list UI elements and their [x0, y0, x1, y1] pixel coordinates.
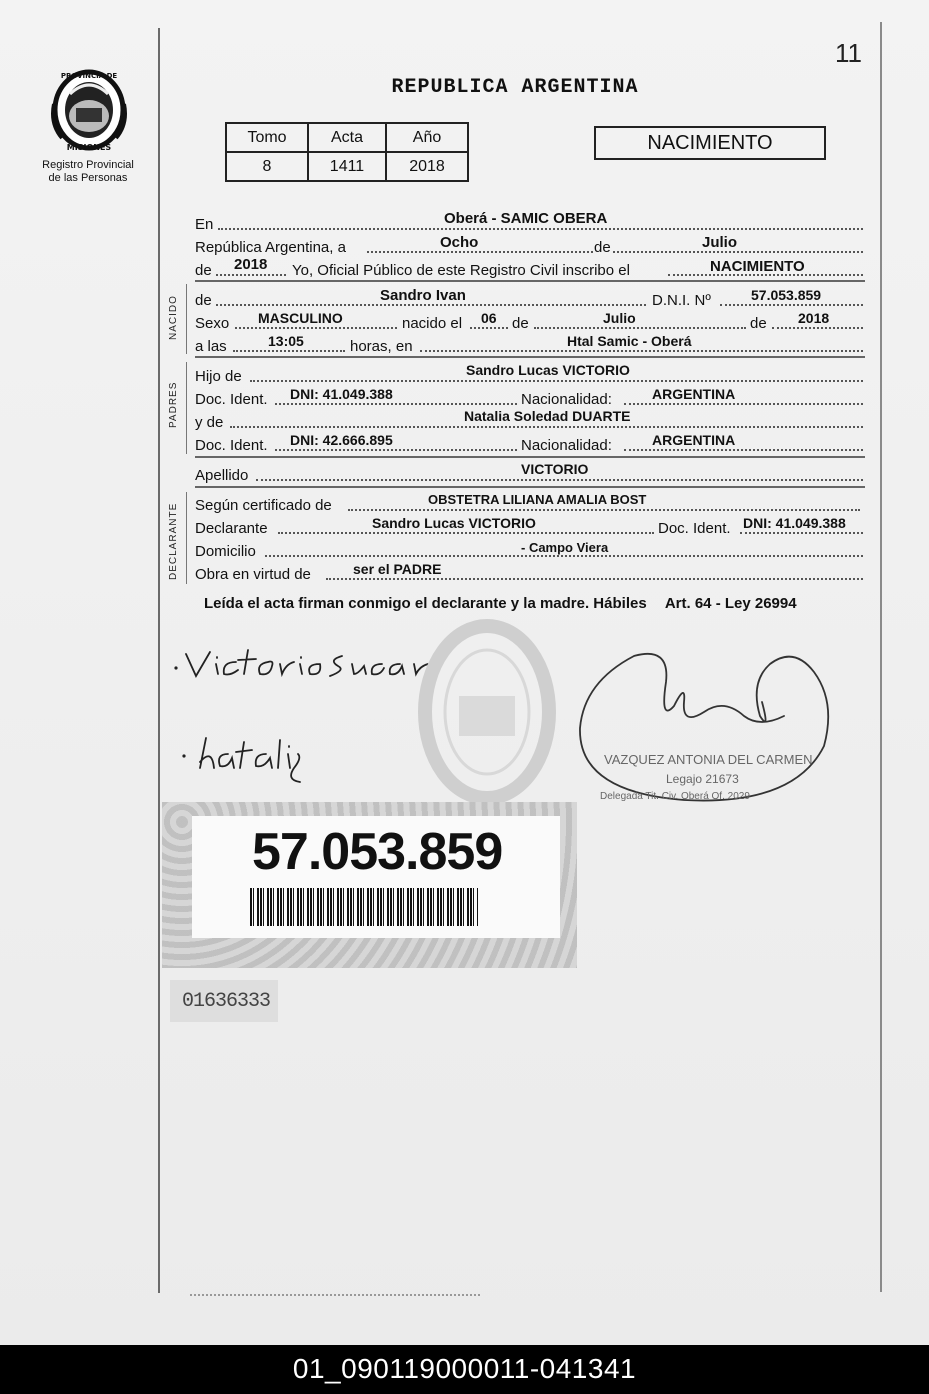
father-nationality: ARGENTINA: [652, 386, 736, 402]
nacido-name: Sandro Ivan: [380, 287, 466, 304]
closing-text: Leída el acta firman conmigo el declarante y la madre. Hábiles: [204, 595, 647, 612]
serial-sticker: [170, 980, 278, 1022]
declarante-signature: [170, 640, 430, 690]
section-separator: [195, 280, 865, 282]
logo-ring-bottom: MISIONES: [66, 143, 112, 152]
dni-label: D.N.I. Nº: [652, 292, 711, 309]
serial-number: 01636333: [182, 990, 271, 1013]
declarante-label: Declarante: [195, 520, 268, 537]
page-number: 11: [835, 38, 862, 68]
y-de-label: y de: [195, 414, 224, 431]
nacido-time: 13:05: [268, 333, 304, 349]
dotted-line: [470, 327, 508, 329]
sexo-label: Sexo: [195, 315, 230, 332]
father-doc: DNI: 41.049.388: [290, 386, 393, 402]
de2-label: de: [195, 262, 212, 279]
dotted-line: [348, 509, 860, 511]
dotted-line: [420, 350, 863, 352]
nacido-birth-place: Htal Samic - Oberá: [567, 333, 692, 349]
domicilio-value: - Campo Viera: [521, 540, 609, 555]
madre-signature: [176, 728, 306, 788]
closing-statement: [204, 595, 844, 613]
dotted-line: [235, 327, 397, 329]
dotted-line: [624, 403, 863, 405]
dotted-line: [216, 304, 646, 306]
barcode-dni-number: 57.053.859: [252, 823, 503, 881]
official-stamp-legajo: Legajo 21673: [666, 772, 739, 786]
mother-doc-label: Doc. Ident.: [195, 437, 268, 454]
registry-value-acta: 1411: [308, 152, 386, 181]
logo-caption-line1: Registro Provincial: [42, 159, 134, 171]
intro-month: Julio: [702, 234, 738, 251]
republica-label: República Argentina, a: [195, 239, 346, 256]
dotted-line: [613, 251, 863, 253]
dotted-line: [233, 350, 345, 352]
section-label-declarante: DECLARANTE: [168, 502, 179, 580]
section-separator: [195, 456, 865, 458]
intro-place: Oberá - SAMIC OBERA: [444, 210, 608, 227]
yo-text: Yo, Oficial Público de este Registro Civil inscribo el: [292, 262, 630, 279]
registry-value-tomo: 8: [226, 152, 308, 181]
domicilio-label: Domicilio: [195, 543, 256, 560]
mother-name: Natalia Soledad DUARTE: [464, 408, 631, 424]
declarante-signature-text: Victorio Lucas: [170, 640, 177, 641]
barcode-sticker: [162, 802, 577, 968]
nacido-dni: 57.053.859: [751, 287, 822, 303]
obra-value: ser el PADRE: [353, 561, 442, 577]
nacido-sexo: MASCULINO: [258, 310, 343, 326]
de-label: de: [594, 239, 611, 256]
madre-signature-text: Natalia: [176, 728, 180, 729]
dotted-line: [218, 228, 863, 230]
dotted-line: [216, 274, 286, 276]
certificado-value: OBSTETRA LILIANA AMALIA BOST: [428, 492, 647, 507]
registry-header-tomo: Tomo: [226, 123, 308, 152]
a-las-label: a las: [195, 338, 227, 355]
faint-seal: [415, 612, 560, 812]
mother-doc: DNI: 42.666.895: [290, 432, 393, 448]
dotted-line: [275, 449, 517, 451]
intro-year: 2018: [234, 256, 268, 273]
section-label-padres: PADRES: [168, 381, 179, 428]
dotted-line: [250, 380, 863, 382]
closing-article: Art. 64 - Ley 26994: [664, 595, 797, 612]
mother-nationality-label: Nacionalidad:: [521, 437, 612, 454]
nacido-birth-year: 2018: [798, 310, 830, 326]
dotted-line: [265, 555, 863, 557]
nacido-de3-label: de: [750, 315, 767, 332]
scan-footer-id: 01_090119000011-041341: [292, 1353, 637, 1384]
section-separator: [195, 356, 865, 358]
logo-caption-line2: de las Personas: [48, 172, 128, 184]
en-label: En: [195, 216, 214, 233]
registry-table: [225, 122, 469, 182]
misiones-seal-logo: [48, 64, 130, 154]
section-separator: [195, 486, 865, 488]
nacido-birth-month: Julio: [603, 310, 636, 326]
dotted-line: [278, 532, 654, 534]
dotted-line: [534, 327, 746, 329]
dotted-line: [256, 479, 863, 481]
registry-value-anio: 2018: [386, 152, 468, 181]
dotted-line: [740, 532, 863, 534]
nacido-birth-day: 06: [481, 310, 497, 326]
right-margin-line: [880, 22, 882, 1292]
certificado-label: Según certificado de: [195, 497, 332, 514]
dotted-line: [326, 578, 863, 580]
apellido-value: VICTORIO: [521, 461, 589, 477]
nacido-de-label: de: [195, 292, 212, 309]
registry-header-anio: Año: [386, 123, 468, 152]
dotted-line: [720, 304, 863, 306]
declarante-doc-label: Doc. Ident.: [658, 520, 731, 537]
logo-caption: [30, 159, 146, 185]
faint-footer-text-line: [190, 1294, 480, 1296]
section-label-nacido: NACIDO: [168, 295, 179, 340]
declarante-name: Sandro Lucas VICTORIO: [372, 515, 536, 531]
official-signature: [574, 642, 836, 812]
scan-footer-bar: [0, 1345, 929, 1394]
apellido-label: Apellido: [195, 467, 249, 484]
declarante-doc: DNI: 41.049.388: [743, 515, 846, 531]
obra-label: Obra en virtud de: [195, 566, 311, 583]
left-margin-line: [158, 28, 160, 1293]
official-stamp-line3: Delegada Tit. Civ. Oberá Of. 2029: [600, 791, 750, 802]
nacido-el-label: nacido el: [402, 315, 463, 332]
document-title: REPUBLICA ARGENTINA: [391, 76, 639, 99]
section-rule: [186, 362, 187, 454]
section-rule: [186, 492, 187, 584]
dotted-line: [624, 449, 863, 451]
dotted-line: [275, 403, 517, 405]
registry-header-acta: Acta: [308, 123, 386, 152]
logo-ring-top: PROVINCIA DE: [60, 72, 118, 80]
horas-label: horas, en: [350, 338, 413, 355]
hijo-de-label: Hijo de: [195, 368, 242, 385]
intro-day-words: Ocho: [440, 234, 479, 251]
barcode-bars: [250, 888, 478, 926]
intro-event: NACIMIENTO: [710, 258, 805, 275]
father-doc-label: Doc. Ident.: [195, 391, 268, 408]
official-stamp-name: VAZQUEZ ANTONIA DEL CARMEN: [604, 752, 813, 767]
record-type-box: NACIMIENTO: [594, 126, 826, 160]
dotted-line: [230, 426, 863, 428]
dotted-line: [367, 251, 593, 253]
section-rule: [186, 284, 187, 354]
dotted-line: [772, 327, 863, 329]
nacido-de2-label: de: [512, 315, 529, 332]
mother-nationality: ARGENTINA: [652, 432, 736, 448]
father-nationality-label: Nacionalidad:: [521, 391, 612, 408]
barcode-label: [192, 816, 560, 938]
father-name: Sandro Lucas VICTORIO: [466, 362, 630, 378]
